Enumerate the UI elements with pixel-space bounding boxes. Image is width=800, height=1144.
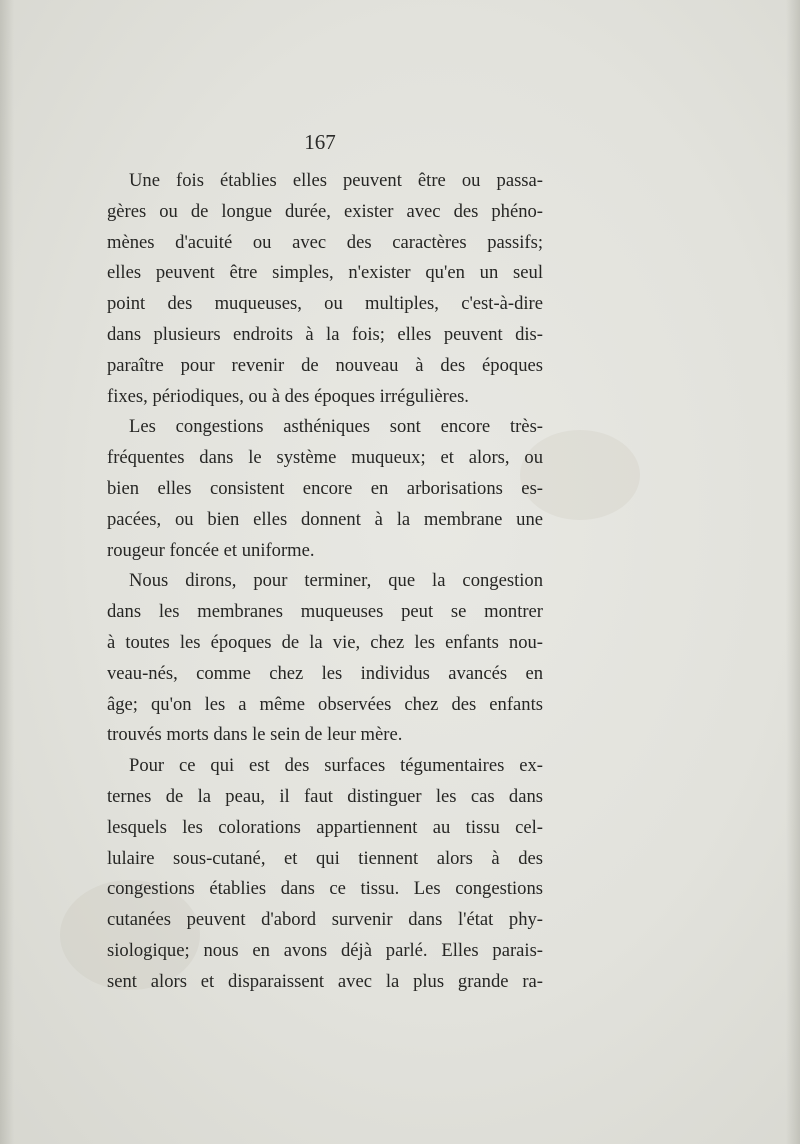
text-line: cutanées peuvent d'abord survenir dans l'état phy- (107, 909, 543, 931)
text-line: paraître pour revenir de nouveau à des époques (107, 354, 543, 376)
text-line: elles peuvent être simples, n'exister qu'en un seul (107, 262, 543, 284)
text-line: lesquels les colorations appartiennent au tissu cel- (107, 816, 543, 838)
text-line: âge; qu'on les a même observées chez des enfants (107, 693, 543, 715)
text-line: bien elles consistent encore en arborisations es- (107, 477, 543, 499)
text-line: mènes d'acuité ou avec des caractères passifs; (107, 231, 543, 253)
text-line: gères ou de longue durée, exister avec des phéno- (107, 200, 543, 222)
text-line: fréquentes dans le système muqueux; et alors, ou (107, 447, 543, 469)
page-edge-right (786, 0, 800, 1144)
text-line: lulaire sous-cutané, et qui tiennent alors à des (107, 847, 543, 869)
text-line: ternes de la peau, il faut distinguer les cas dans (107, 785, 543, 807)
text-line: veau-nés, comme chez les individus avancés en (107, 662, 543, 684)
text-line: rougeur foncée et uniforme. (107, 539, 315, 561)
page-edge-left (0, 0, 14, 1144)
text-line: siologique; nous en avons déjà parlé. Elles parais- (107, 939, 543, 961)
text-line: Pour ce qui est des surfaces tégumentaires ex- (129, 755, 543, 777)
text-line: dans les membranes muqueuses peut se montrer (107, 601, 543, 623)
text-line: Les congestions asthéniques sont encore très- (129, 416, 543, 438)
text-line: pacées, ou bien elles donnent à la membrane une (107, 508, 543, 530)
text-line: Une fois établies elles peuvent être ou passa- (129, 170, 543, 191)
text-line: sent alors et disparaissent avec la plus grande ra- (107, 970, 543, 992)
text-line: dans plusieurs endroits à la fois; elles peuvent dis- (107, 323, 543, 345)
text-line: fixes, périodiques, ou à des époques irrégulières. (107, 385, 469, 407)
text-line: Nous dirons, pour terminer, que la congestion (129, 570, 543, 592)
text-line: point des muqueuses, ou multiples, c'est-à-dire (107, 293, 543, 315)
page-number: 167 (304, 130, 336, 154)
text-line: congestions établies dans ce tissu. Les congestions (107, 878, 543, 900)
text-line: trouvés morts dans le sein de leur mère. (107, 724, 403, 746)
text-line: à toutes les époques de la vie, chez les enfants nou- (107, 631, 543, 653)
body-text (107, 166, 543, 998)
